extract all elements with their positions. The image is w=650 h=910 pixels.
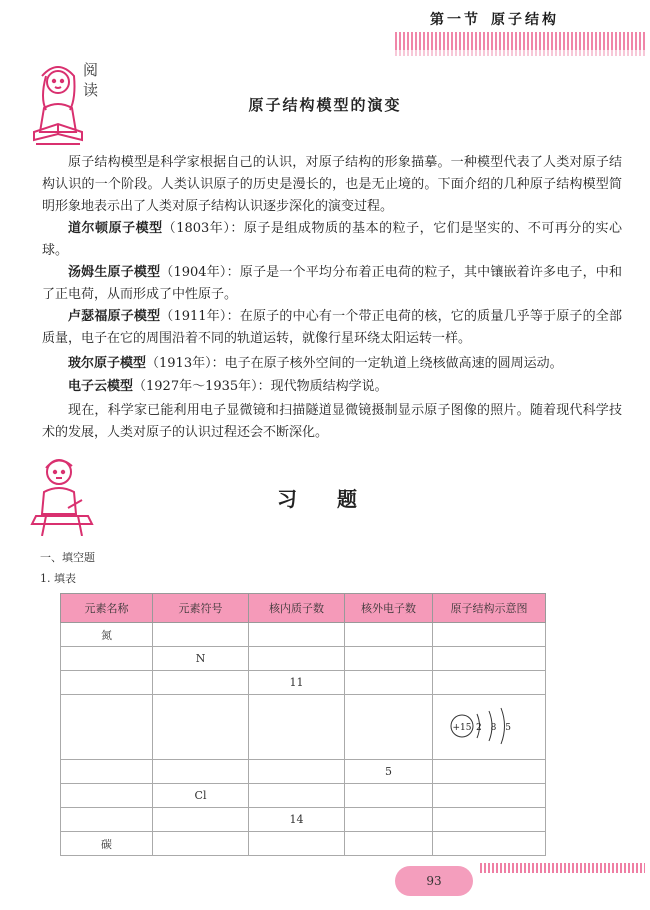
- table-cell[interactable]: [433, 623, 546, 647]
- atom-shells: 2 8 5: [476, 722, 514, 733]
- header-stripe-fade: [395, 50, 645, 56]
- table-cell[interactable]: [249, 647, 345, 671]
- model-thomson: [42, 262, 622, 306]
- table-cell[interactable]: Cl: [153, 784, 249, 808]
- table-cell[interactable]: 14: [249, 808, 345, 832]
- header-topic: 原子结构: [491, 12, 559, 28]
- table-header-row: [61, 594, 546, 623]
- page-number: 93: [395, 866, 473, 896]
- footer-stripe: [480, 863, 645, 873]
- table-cell[interactable]: 5: [345, 760, 433, 784]
- col-electrons: 核外电子数: [345, 594, 433, 623]
- table-cell[interactable]: [153, 671, 249, 695]
- table-cell[interactable]: [249, 695, 345, 760]
- table-cell[interactable]: 11: [249, 671, 345, 695]
- table-cell[interactable]: [61, 808, 153, 832]
- part-heading: 一、填空题: [40, 551, 95, 564]
- table-row: [61, 623, 546, 647]
- header-section: 第一节: [430, 12, 481, 28]
- table-cell[interactable]: 氮: [61, 623, 153, 647]
- table-cell[interactable]: [249, 832, 345, 856]
- table-cell[interactable]: [249, 784, 345, 808]
- table-cell[interactable]: 碳: [61, 832, 153, 856]
- model-text: （1927年～1935年）：现代物质结构学说。: [133, 379, 388, 394]
- model-text: （1904年）：原子是一个平均分布着正电荷的粒子，其中镶嵌着许多电子，中和了正电荷，从而形成了中性原子。: [42, 265, 622, 302]
- header-stripe: [395, 32, 645, 50]
- table-cell[interactable]: [61, 695, 153, 760]
- table-row: [61, 784, 546, 808]
- table-cell[interactable]: [61, 647, 153, 671]
- table-cell[interactable]: [433, 784, 546, 808]
- col-protons: 核内质子数: [249, 594, 345, 623]
- table-cell[interactable]: [61, 784, 153, 808]
- table-cell[interactable]: [153, 623, 249, 647]
- model-text: （1803年）：原子是组成物质的基本的粒子，它们是坚实的、不可再分的实心球。: [42, 221, 622, 258]
- table-cell[interactable]: [153, 695, 249, 760]
- col-element-name: 元素名称: [61, 594, 153, 623]
- table-row: [61, 832, 546, 856]
- phosphorus-atom-diagram: [444, 706, 534, 746]
- table-row: [61, 760, 546, 784]
- table-cell[interactable]: [345, 671, 433, 695]
- table-cell[interactable]: [61, 671, 153, 695]
- atom-nucleus: +15: [452, 722, 472, 733]
- table-cell[interactable]: [345, 808, 433, 832]
- table-cell[interactable]: [345, 695, 433, 760]
- writing-boy-illustration: [28, 452, 96, 536]
- reading-label: 阅读: [83, 61, 99, 99]
- table-cell[interactable]: [345, 647, 433, 671]
- running-header: [430, 9, 559, 29]
- table-cell[interactable]: [249, 623, 345, 647]
- table-cell[interactable]: [345, 623, 433, 647]
- col-structure-diagram: 原子结构示意图: [433, 594, 546, 623]
- table-cell[interactable]: [345, 832, 433, 856]
- table-cell[interactable]: [249, 760, 345, 784]
- model-name: 电子云模型: [68, 379, 134, 394]
- table-cell[interactable]: N: [153, 647, 249, 671]
- table-cell[interactable]: [433, 832, 546, 856]
- model-name: 卢瑟福原子模型: [68, 309, 161, 324]
- table-row: [61, 647, 546, 671]
- model-name: 道尔顿原子模型: [68, 221, 163, 236]
- model-name: 汤姆生原子模型: [68, 265, 161, 280]
- model-bohr: [42, 353, 622, 375]
- model-name: 玻尔原子模型: [68, 356, 147, 371]
- reading-intro: 原子结构模型是科学家根据自己的认识，对原子结构的形象描摹。一种模型代表了人类对原子结构认识的一个阶段。人类认识原子的历史是漫长的，也是无止境的。下面介绍的几种原子结构模型简明形象地表示出了人类对原子结构认识逐步深化的演变过程。: [42, 155, 622, 214]
- table-cell[interactable]: [433, 671, 546, 695]
- question-1: 1. 填表: [40, 572, 76, 585]
- table-cell[interactable]: [433, 808, 546, 832]
- table-row: [61, 808, 546, 832]
- model-rutherford: [42, 306, 622, 350]
- table-cell[interactable]: [153, 760, 249, 784]
- reading-closing: 现在，科学家已能利用电子显微镜和扫描隧道显微镜摄制显示原子图像的照片。随着现代科学技术的发展，人类对原子的认识过程还会不断深化。: [42, 403, 622, 440]
- table-cell[interactable]: [153, 808, 249, 832]
- table-cell[interactable]: [433, 647, 546, 671]
- model-dalton: [42, 218, 622, 262]
- table-cell[interactable]: [153, 832, 249, 856]
- table-cell[interactable]: [433, 760, 546, 784]
- col-element-symbol: 元素符号: [153, 594, 249, 623]
- model-electron-cloud: [42, 376, 622, 398]
- exercises-title: 习题: [277, 487, 397, 511]
- model-text: （1911年）：在原子的中心有一个带正电荷的核，它的质量几乎等于原子的全部质量，电子在它的周围沿着不同的轨道运转，就像行星环绕太阳运转一样。: [42, 309, 622, 346]
- table-cell[interactable]: [345, 784, 433, 808]
- atom-diagram-cell: [433, 695, 546, 760]
- table-row: [61, 695, 546, 760]
- model-text: （1913年）：电子在原子核外空间的一定轨道上绕核做高速的圆周运动。: [146, 356, 563, 371]
- table-row: [61, 671, 546, 695]
- table-cell[interactable]: [61, 760, 153, 784]
- reading-title: 原子结构模型的演变: [248, 96, 402, 114]
- element-table: [60, 593, 546, 856]
